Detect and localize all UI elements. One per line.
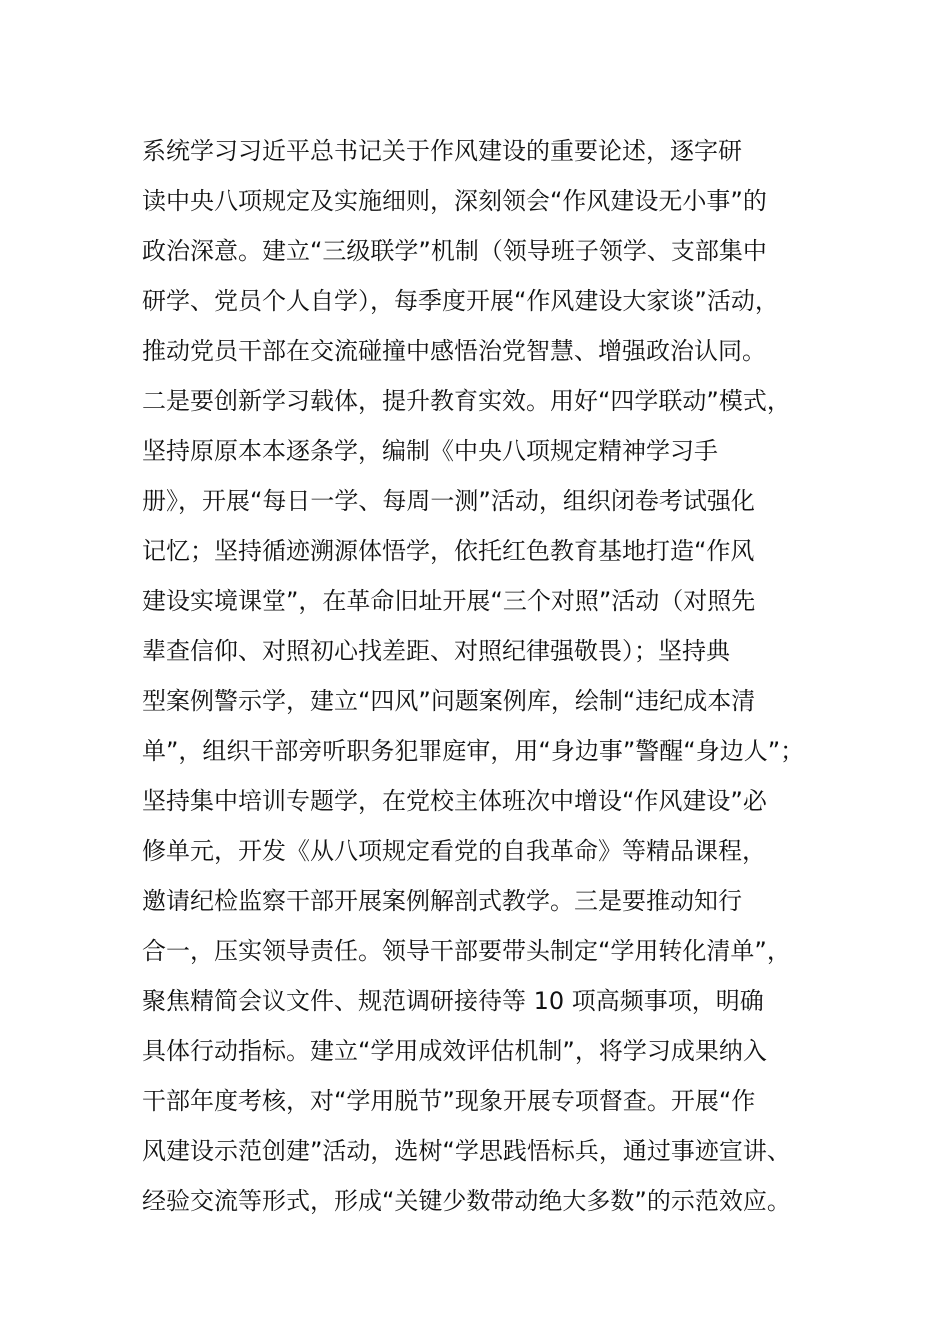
- body-text: [142, 126, 842, 1226]
- text-line-22: 经验交流等形式，形成“关键少数带动绝大多数”的示范效应。: [142, 1187, 791, 1215]
- text-line-7: 坚持原原本本逐条学，编制《中央八项规定精神学习手: [142, 437, 718, 465]
- text-line-19: 具体行动指标。建立“学用成效评估机制”，将学习成果纳入: [142, 1037, 767, 1065]
- text-line-3: 政治深意。建立“三级联学”机制（领导班子领学、支部集中: [142, 237, 767, 265]
- text-line-10: 建设实境课堂”，在革命旧址开展“三个对照”活动（对照先: [142, 587, 756, 615]
- text-line-8: 册》，开展“每日一学、每周一测”活动，组织闭卷考试强化: [142, 487, 755, 515]
- text-line-2: 读中央八项规定及实施细则，深刻领会“作风建设无小事”的: [142, 187, 767, 215]
- text-line-16: 邀请纪检监察干部开展案例解剖式教学。三是要推动知行: [142, 887, 742, 915]
- text-line-4: 研学、党员个人自学），每季度开展“作风建设大家谈”活动，: [142, 287, 779, 315]
- text-line-12: 型案例警示学，建立“四风”问题案例库，绘制“违纪成本清: [142, 687, 756, 715]
- text-line-21: 风建设示范创建”活动，选树“学思践悟标兵，通过事迹宣讲、: [142, 1137, 791, 1165]
- text-line-11: 辈查信仰、对照初心找差距、对照纪律强敬畏）；坚持典: [142, 637, 730, 665]
- text-line-13: 单”，组织干部旁听职务犯罪庭审，用“身边事”警醒“身边人”；: [142, 737, 805, 765]
- text-line-5: 推动党员干部在交流碰撞中感悟治党智慧、增强政治认同。: [142, 337, 766, 365]
- text-line-14: 坚持集中培训专题学，在党校主体班次中增设“作风建设”必: [142, 787, 767, 815]
- text-line-15: 修单元，开发《从八项规定看党的自我革命》等精品课程，: [142, 837, 766, 865]
- text-line-18: 聚焦精简会议文件、规范调研接待等 10 项高频事项，明确: [142, 987, 764, 1015]
- text-line-1: 系统学习习近平总书记关于作风建设的重要论述，逐字研: [142, 137, 742, 165]
- text-line-20: 干部年度考核，对“学用脱节”现象开展专项督查。开展“作: [142, 1087, 756, 1115]
- text-line-17: 合一，压实领导责任。领导干部要带头制定“学用转化清单”，: [142, 937, 791, 965]
- text-line-6: 二是要创新学习载体，提升教育实效。用好“四学联动”模式，: [142, 387, 791, 415]
- text-line-9: 记忆；坚持循迹溯源体悟学，依托红色教育基地打造“作风: [142, 537, 755, 565]
